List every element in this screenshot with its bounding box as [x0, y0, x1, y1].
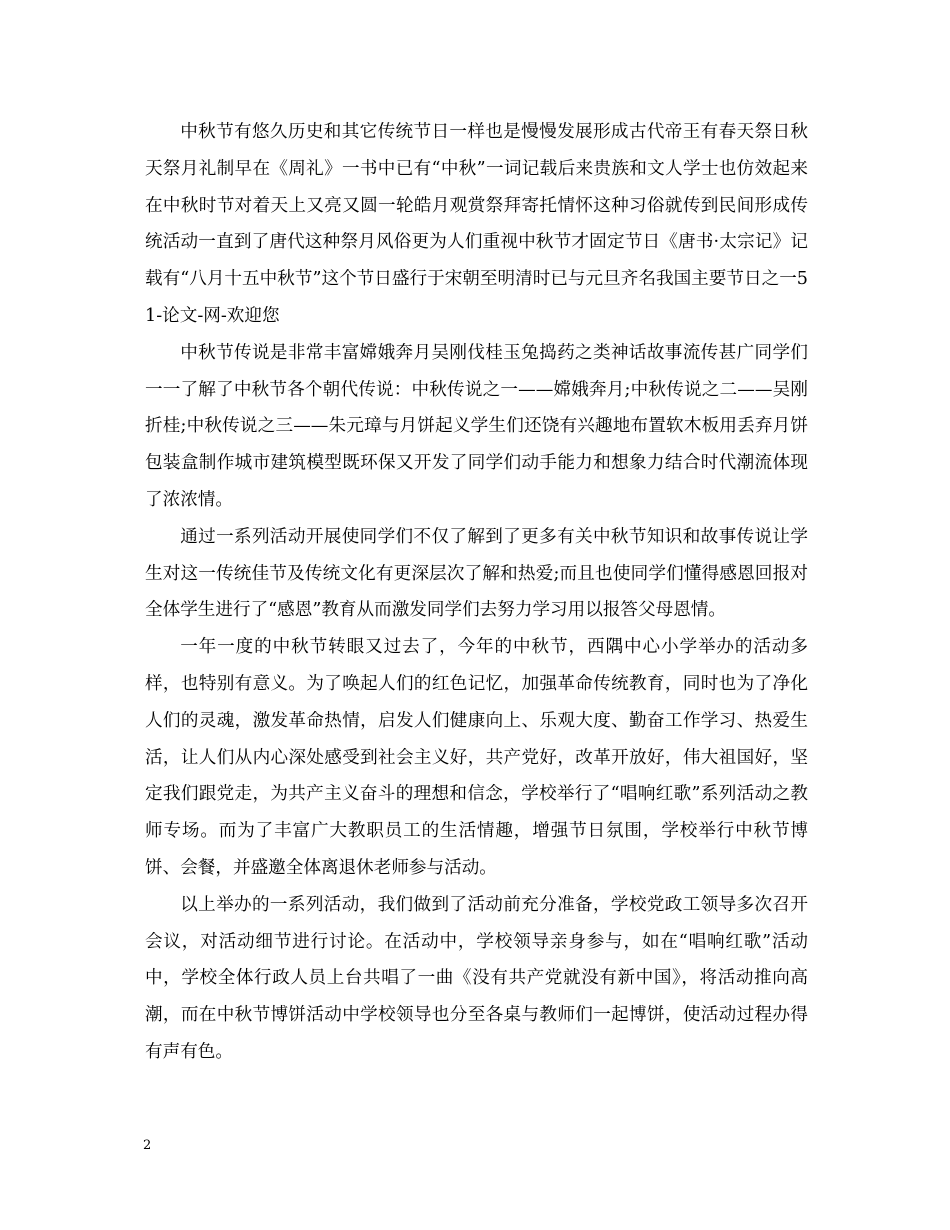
paragraph-activity-summary: 以上举办的一系列活动，我们做到了活动前充分准备，学校党政工领导多次召开会议，对活动细节进行讨论。在活动中，学校领导亲身参与，如在“唱响红歌”活动中，学校全体行政人员上台共唱了一曲《没有共产党就没有新中国》，将活动推向高潮，而在中秋节博饼活动中学校领导也分至各桌与教师们一起博饼，使活动过程办得有声有色。 [145, 894, 808, 1062]
paragraph-activity-outcomes: 通过一系列活动开展使同学们不仅了解到了更多有关中秋节知识和故事传说让学生对这一传统佳节及传统文化有更深层次了解和热爱;而且也使同学们懂得感恩回报对全体学生进行了“感恩”教育从而激发同学们去努力学习用以报答父母恩情。 [145, 526, 808, 621]
document-body [145, 114, 808, 1071]
page-number: 2 [143, 1138, 152, 1153]
paragraph-mid-autumn-history: 中秋节有悠久历史和其它传统节日一样也是慢慢发展形成古代帝王有春天祭日秋天祭月礼制早在《周礼》一书中已有“中秋”一词记载后来贵族和文人学士也仿效起来在中秋时节对着天上又亮又圆一轮皓月观赏祭拜寄托情怀这种习俗就传到民间形成传统活动一直到了唐代这种祭月风俗更为人们重视中秋节才固定节日《唐书·太宗记》记载有“八月十五中秋节”这个节日盛行于宋朝至明清时已与元旦齐名我国主要节日之一51-论文-网-欢迎您 [145, 122, 808, 326]
paragraph-school-activities: 一年一度的中秋节转眼又过去了，今年的中秋节，西隅中心小学举办的活动多样，也特别有意义。为了唤起人们的红色记忆，加强革命传统教育，同时也为了净化人们的灵魂，激发革命热情，启发人们健康向上、乐观大度、勤奋工作学习、热爱生活，让人们从内心深处感受到社会主义好，共产党好，改革开放好，伟大祖国好，坚定我们跟党走，为共产主义奋斗的理想和信念，学校举行了“唱响红歌”系列活动之教师专场。而为了丰富广大教职员工的生活情趣，增强节日氛围，学校举行中秋节博饼、会餐，并盛邀全体离退休老师参与活动。 [145, 637, 808, 878]
paragraph-mid-autumn-legends: 中秋节传说是非常丰富嫦娥奔月吴刚伐桂玉兔捣药之类神话故事流传甚广同学们一一了解了中秋节各个朝代传说：中秋传说之一——嫦娥奔月;中秋传说之二——吴刚折桂;中秋传说之三——朱元璋与月饼起义学生们还饶有兴趣地布置软木板用丢弃月饼包装盒制作城市建筑模型既环保又开发了同学们动手能力和想象力结合时代潮流体现了浓浓情。 [145, 342, 808, 510]
